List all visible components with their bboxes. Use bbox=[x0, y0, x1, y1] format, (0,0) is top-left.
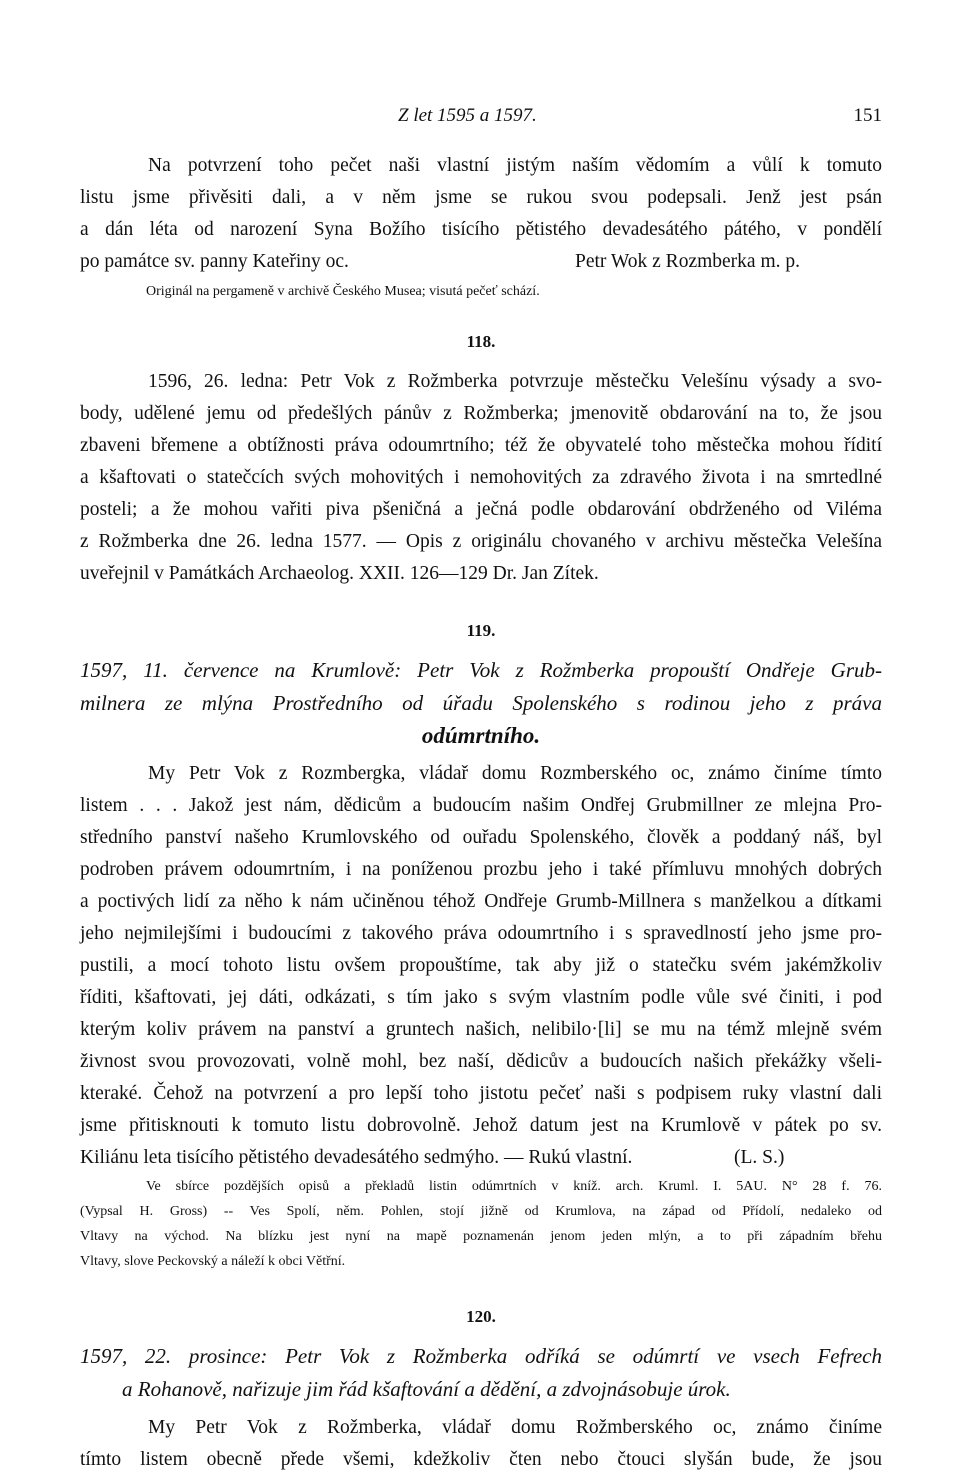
text-line: uveřejnil v Památkách Archaeolog. XXII. 126—129 Dr. Jan Zítek. bbox=[80, 563, 599, 584]
text-line-with-seal bbox=[80, 1142, 882, 1174]
text-line: a poctivých lidí za něho k nám učiněnou téhož Ondřeje Grumb-Millnera s manželkou a dítkami bbox=[80, 891, 882, 912]
page-header bbox=[80, 100, 882, 132]
source-note bbox=[80, 1174, 882, 1274]
text-line: jeho nejmilejšími i budoucími z takového práva odoumrtního i s spravedlností jeho jsme pro- bbox=[80, 923, 882, 944]
text-line: 1596, 26. ledna: Petr Vok z Rožmberka potvrzuje městečku Velešínu výsady a svo- bbox=[148, 371, 882, 392]
heading-line: 1597, 11. července na Krumlově: Petr Vok z Rožmberka propouští Ondřeje Grub- bbox=[80, 658, 882, 682]
text-line: Kiliánu leta tisícího pětistého devadesátého sedmýho. — Rukú vlastní. bbox=[80, 1147, 633, 1168]
document-number: 118. bbox=[466, 332, 496, 351]
text-line: Na potvrzení toho pečet naši vlastní jistým naším vědomím a vůlí k tomuto bbox=[148, 155, 882, 176]
seal-mark: (L. S.) bbox=[734, 1147, 785, 1168]
document-119-heading bbox=[80, 654, 882, 752]
text-line: pustili, a mocí tohoto listu ovšem propouštíme, tak aby již o statečku svém jakémžkoliv bbox=[80, 955, 882, 976]
text-line: My Petr Vok z Rožmberka, vládař domu Rožmberského oc, známo činíme bbox=[148, 1417, 882, 1438]
text-line: posteli; a že mohou vařiti piva pšeničná a ječná podle obdarování obdrženého od Viléma bbox=[80, 499, 882, 520]
document-number: 119. bbox=[466, 621, 496, 640]
document-117-conclusion bbox=[80, 150, 882, 306]
text-line: My Petr Vok z Rozmbergka, vládař domu Rozmberského oc, známo činíme tímto bbox=[148, 763, 882, 784]
text-line: a kšaftovati o statečcích svých mohovitých i nemohovitých za zdravého života i na smrtedlné bbox=[80, 467, 882, 488]
text-line: listu jsme přivěsiti dali, a v něm jsme se rukou svou podepsali. Jenž jest psán bbox=[80, 187, 882, 208]
note-line: Vltavy na východ. Na blízku jest nyní na mapě poznamenán jenom jeden mlýn, a to při západním břehu bbox=[80, 1229, 882, 1244]
text-line: po památce sv. panny Kateřiny oc. bbox=[80, 251, 349, 272]
text-line: živnost svou provozovati, volně mohl, bez naší, dědicův a budoucích našich překážky všeli- bbox=[80, 1051, 882, 1072]
text-line: a dán léta od narození Syna Božího tisícího pětistého devadesátého pátého, v pondělí bbox=[80, 219, 882, 240]
document-120-heading bbox=[80, 1340, 882, 1406]
text-line: listem . . . Jakož jest nám, dědicům a budoucím našim Ondřej Grubmillner ze mlejna Pro- bbox=[80, 795, 882, 816]
page-number: 151 bbox=[853, 105, 882, 126]
document-120-body bbox=[80, 1412, 882, 1476]
text-line: středního panství našeho Krumlovského od ouřadu Spolenského, člověk a poddaný náš, byl bbox=[80, 827, 882, 848]
text-line: z Rožmberka dne 26. ledna 1577. — Opis z originálu chovaného v archivu městečka Velešína bbox=[80, 531, 882, 552]
running-title: Z let 1595 a 1597. bbox=[398, 105, 537, 126]
text-line: jsme přitisknouti k tomuto listu dobrovolně. Jehož datum jest na Krumlově v pátek po sv. bbox=[80, 1115, 882, 1136]
document-page bbox=[80, 100, 882, 1476]
heading-line: odúmrtního. bbox=[421, 723, 541, 748]
heading-line: 1597, 22. prosince: Petr Vok z Rožmberka odříká se odúmrtí ve vsech Fefrech bbox=[80, 1344, 882, 1368]
heading-line: milnera ze mlýna Prostředního od úřadu Spolenského s rodinou jeho z práva bbox=[80, 691, 882, 715]
document-119-body bbox=[80, 758, 882, 1174]
document-118 bbox=[80, 366, 882, 590]
text-line-with-signature bbox=[80, 246, 882, 278]
text-line: kteraké. Čehož na potvrzení a pro lepší toho jistotu pečeť naši s podpisem ruky vlastní dali bbox=[80, 1083, 882, 1104]
document-number: 120. bbox=[466, 1307, 496, 1326]
heading-line: a Rohanově, nařizuje jim řád kšaftování a dědění, a zdvojnásobuje úrok. bbox=[122, 1377, 731, 1401]
text-line: říditi, kšaftovati, jej dáti, odkázati, s tím jako s svým vlastním podle vůle své činiti, i pod bbox=[80, 987, 882, 1008]
text-line: kterým koliv právem na panství a gruntech našich, nelibilo·[li] se mu na témž mlejně svém bbox=[80, 1019, 882, 1040]
text-line: podroben právem odoumrtním, i na poníženou prozbu jeho i také přímluvu mnohých dobrých bbox=[80, 859, 882, 880]
source-note: Originál na pergameně v archivě Českého Musea; visutá pečeť schází. bbox=[146, 284, 540, 299]
text-line: tímto listem obecně přede všemi, kdežkoliv čten nebo čtouci slyšán bude, že jsou bbox=[80, 1449, 882, 1470]
text-line: zbaveni břemene a obtížnosti práva odoumrtního; též že obyvatelé toho městečka mohou řídití bbox=[80, 435, 882, 456]
text-line: body, udělené jemu od předešlých pánův z Rožmberka; jmenovitě obdarování na to, že jsou bbox=[80, 403, 882, 424]
note-line: Ve sbírce pozdějších opisů a překladů listin odúmrtních v kníž. arch. Kruml. I. 5AU. N° 28 f. 76. bbox=[146, 1179, 882, 1194]
note-line: Vltavy, slove Peckovský a náleží k obci Větřní. bbox=[80, 1254, 346, 1269]
note-line: (Vypsal H. Gross) -- Ves Spolí, něm. Pohlen, stojí jižně od Krumlova, na západ od Přídolí, nedaleko od bbox=[80, 1204, 882, 1219]
signature: Petr Wok z Rozmberka m. p. bbox=[575, 251, 800, 272]
